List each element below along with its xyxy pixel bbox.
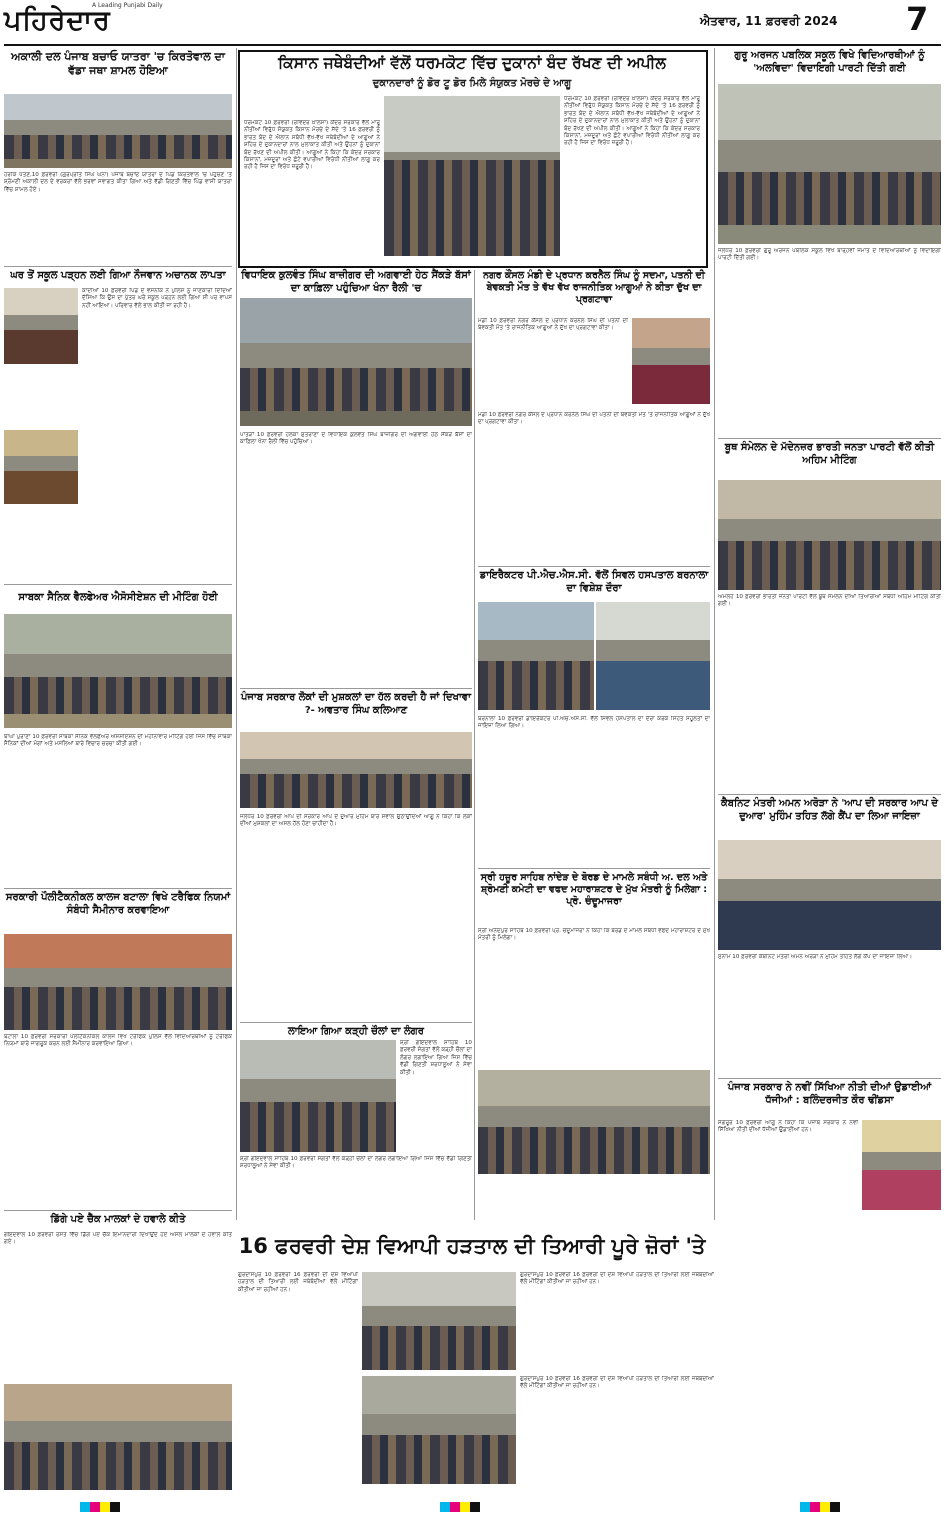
article-body-continued: ਸ਼੍ਰੀ ਗੋਇੰਦਵਾਲ ਸਾਹਿਬ 10 ਫ਼ਰਵਰੀ ਸੰਗਤਾਂ ਵੱਲੋਂ ਕੜ੍ਹੀ ਚੌਲਾਂ ਦਾ ਲੰਗਰ ਲਗਾਇਆ ਗਿਆ ਜਿਸ ਵਿੱਚ ਵੱਡੀ ਗਿਣਤੀ ਸ਼ਰਧਾਲੂਆਂ ਨੇ ਸੇਵਾ ਕੀਤੀ।: [240, 1156, 472, 1170]
column-rule: [236, 48, 237, 1220]
page-number: 7: [906, 0, 929, 38]
headline: ਪੰਜਾਬ ਸਰਕਾਰ ਲੋਕਾਂ ਦੀ ਮੁਸ਼ਕਲਾਂ ਦਾ ਹੱਲ ਕਰਦੀ ਹੈ ਜਾਂ ਦਿਖਾਵਾ ?- ਅਵਤਾਰ ਸਿੰਘ ਕਲਿਆਣ: [240, 692, 471, 716]
article-body: ਬਟਾਲਾ 10 ਫ਼ਰਵਰੀ ਸਰਕਾਰੀ ਪੌਲੀਟੈਕਨੀਕਲ ਕਾਲਜ ਵਿਖੇ ਟਰੈਫਿਕ ਪੁਲਿਸ ਵੱਲੋਂ ਵਿਦਿਆਰਥੀਆਂ ਨੂੰ ਟਰੈਫਿਕ ਨਿਯਮਾਂ ਬਾਰੇ ਜਾਗਰੂਕ ਕਰਨ ਲਈ ਸੈਮੀਨਾਰ ਕਰਵਾਇਆ ਗਿਆ।: [4, 1034, 232, 1048]
photo: [240, 732, 472, 808]
article-body: ਸੁਨਾਮ 10 ਫ਼ਰਵਰੀ ਕੈਬਨਿਟ ਮੰਤਰੀ ਅਮਨ ਅਰੋੜਾ ਨੇ ਮੁਹਿੰਮ ਤਹਿਤ ਲੱਗੇ ਕੈਂਪ ਦਾ ਜਾਇਜ਼ਾ ਲਿਆ।: [718, 954, 913, 960]
article-body: ਬਰਨਾਲਾ 10 ਫ਼ਰਵਰੀ ਡਾਇਰੈਕਟਰ ਪੀ.ਐਚ.ਐਸ.ਸੀ. ਵੱਲੋਂ ਸਿਵਲ ਹਸਪਤਾਲ ਦਾ ਦੌਰਾ ਕਰਕੇ ਸਿਹਤ ਸਹੂਲਤਾਂ ਦਾ ਜਾਇਜ਼ਾ ਲਿਆ ਗਿਆ।: [478, 716, 710, 730]
masthead-tagline: A Leading Punjabi Daily: [92, 2, 163, 9]
lead-subheadline: ਦੁਕਾਨਦਾਰਾਂ ਨੂੰ ਡੋਰ ਟੂ ਡੋਰ ਮਿਲੇ ਸੰਯੁਕਤ ਮੋਰਚੇ ਦੇ ਆਗੂ: [372, 78, 572, 89]
article-body: ਪਾਤੜਾਂ 10 ਫ਼ਰਵਰੀ ਹਲਕਾ ਸ਼ੁਤਰਾਣਾ ਦੇ ਵਿਧਾਇਕ ਕੁਲਵੰਤ ਸਿੰਘ ਬਾਜ਼ੀਗਰ ਦੀ ਅਗਵਾਈ ਹੇਠ ਸੈਂਕੜੇ ਬੱਸਾਂ ਦਾ ਕਾਫ਼ਿਲਾ ਖੰਨਾ ਰੈਲੀ ਵਿੱਚ ਪਹੁੰਚਿਆ।: [240, 432, 472, 446]
rule: [4, 1210, 232, 1211]
photo: [718, 84, 941, 244]
photo: [4, 934, 232, 1030]
article-body: ਜਲੰਧਰ 10 ਫ਼ਰਵਰੀ ਗੁਰੂ ਅਰਜਨ ਪਬਲਿਕ ਸਕੂਲ ਵਿਖੇ ਬਾਰ੍ਹਵੀਂ ਜਮਾਤ ਦੇ ਵਿਦਿਆਰਥੀਆਂ ਨੂੰ ਵਿਦਾਇਗੀ ਪਾਰਟੀ ਦਿੱਤੀ ਗਈ।: [718, 248, 941, 262]
headline: ਕੈਬਨਿਟ ਮੰਤਰੀ ਅਮਨ ਅਰੋੜਾ ਨੇ 'ਆਪ ਦੀ ਸਰਕਾਰ ਆਪ ਦੇ ਦੁਆਰ' ਮੁਹਿੰਮ ਤਹਿਤ ਲੱਗੇ ਕੈਂਪ ਦਾ ਲਿਆ ਜਾਇਜ਼ਾ: [720, 798, 939, 822]
portrait-photo: [4, 430, 78, 504]
photo: [240, 298, 472, 426]
photo: [4, 1384, 232, 1490]
headline: ਡਾਇਰੈਕਟਰ ਪੀ.ਐਚ.ਐਸ.ਸੀ. ਵੱਲੋਂ ਸਿਵਲ ਹਸਪਤਾਲ ਬਰਨਾਲਾ ਦਾ ਵਿਸ਼ੇਸ਼ ਦੌਰਾ: [479, 570, 709, 594]
banner-headline: 16 ਫਰਵਰੀ ਦੇਸ਼ ਵਿਆਪੀ ਹੜਤਾਲ ਦੀ ਤਿਆਰੀ ਪੂਰੇ ਜ਼ੋਰਾਂ 'ਤੇ: [238, 1234, 706, 1258]
rule: [478, 566, 710, 567]
color-registration-bar: [440, 1497, 480, 1507]
photo: [4, 614, 232, 728]
lead-body-continued: ਧਰਮਕੋਟ 10 ਫ਼ਰਵਰੀ (ਰਵਿੰਦਰ ਖ਼ਾਲਸਾ) ਕੇਂਦਰ ਸਰਕਾਰ ਵੱਲੋਂ ਮਾਰੂ ਨੀਤੀਆਂ ਵਿਰੁੱਧ ਸੰਯੁਕਤ ਕਿਸਾਨ ਮੋਰਚੇ ਦੇ ਸੱਦੇ 'ਤੇ 16 ਫ਼ਰਵਰੀ ਨੂੰ ਭਾਰਤ ਬੰਦ ਦੇ ਐਲਾਨ ਸਬੰਧੀ ਵੱਖ-ਵੱਖ ਜਥੇਬੰਦੀਆਂ ਦੇ ਆਗੂਆਂ ਨੇ ਸ਼ਹਿਰ ਦੇ ਦੁਕਾਨਦਾਰਾਂ ਨਾਲ ਮੁਲਾਕਾਤ ਕੀਤੀ ਅਤੇ ਉਹਨਾਂ ਨੂੰ ਦੁਕਾਨਾਂ ਬੰਦ ਰੱਖਣ ਦੀ ਅਪੀਲ ਕੀਤੀ। ਆਗੂਆਂ ਨੇ ਕਿਹਾ ਕਿ ਕੇਂਦਰ ਸਰਕਾਰ ਕਿਸਾਨਾਂ, ਮਜ਼ਦੂਰਾਂ ਅਤੇ ਛੋਟੇ ਵਪਾਰੀਆਂ ਵਿਰੋਧੀ ਨੀਤੀਆਂ ਲਾਗੂ ਕਰ ਰਹੀ ਹੈ ਜਿਸ ਦਾ ਵਿਰੋਧ ਜ਼ਰੂਰੀ ਹੈ।: [564, 96, 700, 147]
photo: [362, 1376, 516, 1484]
article-body: ਸੰਗਰੂਰ 10 ਫ਼ਰਵਰੀ ਆਗੂ ਨੇ ਕਿਹਾ ਕਿ ਪੰਜਾਬ ਸਰਕਾਰ ਨੇ ਨਵੀਂ ਸਿੱਖਿਆ ਨੀਤੀ ਦੀਆਂ ਧੱਜੀਆਂ ਉਡਾਈਆਂ ਹਨ।: [718, 1120, 858, 1134]
photo: [718, 480, 941, 590]
lead-headline: ਕਿਸਾਨ ਜਥੇਬੰਦੀਆਂ ਵੱਲੋਂ ਧਰਮਕੋਟ ਵਿੱਚ ਦੁਕਾਨਾਂ ਬੰਦ ਰੱਖਣ ਦੀ ਅਪੀਲ: [278, 54, 666, 72]
headline: ਸਰਕਾਰੀ ਪੌਲੀਟੈਕਨੀਕਲ ਕਾਲਜ ਬਟਾਲਾ ਵਿਖੇ ਟਰੈਫਿਕ ਨਿਯਮਾਂ ਸੰਬੰਧੀ ਸੈਮੀਨਾਰ ਕਰਵਾਇਆ: [5, 892, 231, 916]
headline: ਨਗਰ ਕੌਂਸਲ ਮੰਡੀ ਦੇ ਪ੍ਰਧਾਨ ਕਰਨੈਲ ਸਿੰਘ ਨੂੰ ਸਦਮਾ, ਪਤਨੀ ਦੀ ਬੇਵਕਤੀ ਮੌਤ ਤੇ ਵੱਖ ਵੱਖ ਰਾਜਨੀਤਿਕ ਆਗੂਆਂ ਨੇ ਕੀਤਾ ਦੁੱਖ ਦਾ ਪ੍ਰਗਟਾਵਾ: [483, 270, 705, 305]
photo: [240, 1040, 396, 1152]
lead-photo: [384, 96, 560, 256]
masthead-logo: ਪਹਿਰੇਦਾਰ: [4, 5, 111, 36]
headline: ਪੰਜਾਬ ਸਰਕਾਰ ਨੇ ਨਵੀਂ ਸਿੱਖਿਆ ਨੀਤੀ ਦੀਆਂ ਉਡਾਈਆਂ ਧੱਜੀਆਂ : ਬਲਿੰਦਰਜੀਤ ਕੌਰ ਢੀਂਡਸਾ: [727, 1082, 932, 1106]
column-rule: [714, 48, 715, 1220]
portrait-photo: [4, 288, 78, 364]
photo: [596, 602, 710, 710]
lead-body: ਧਰਮਕੋਟ 10 ਫ਼ਰਵਰੀ (ਰਵਿੰਦਰ ਖ਼ਾਲਸਾ) ਕੇਂਦਰ ਸਰਕਾਰ ਵੱਲੋਂ ਮਾਰੂ ਨੀਤੀਆਂ ਵਿਰੁੱਧ ਸੰਯੁਕਤ ਕਿਸਾਨ ਮੋਰਚੇ ਦੇ ਸੱਦੇ 'ਤੇ 16 ਫ਼ਰਵਰੀ ਨੂੰ ਭਾਰਤ ਬੰਦ ਦੇ ਐਲਾਨ ਸਬੰਧੀ ਵੱਖ-ਵੱਖ ਜਥੇਬੰਦੀਆਂ ਦੇ ਆਗੂਆਂ ਨੇ ਸ਼ਹਿਰ ਦੇ ਦੁਕਾਨਦਾਰਾਂ ਨਾਲ ਮੁਲਾਕਾਤ ਕੀਤੀ ਅਤੇ ਉਹਨਾਂ ਨੂੰ ਦੁਕਾਨਾਂ ਬੰਦ ਰੱਖਣ ਦੀ ਅਪੀਲ ਕੀਤੀ। ਆਗੂਆਂ ਨੇ ਕਿਹਾ ਕਿ ਕੇਂਦਰ ਸਰਕਾਰ ਕਿਸਾਨਾਂ, ਮਜ਼ਦੂਰਾਂ ਅਤੇ ਛੋਟੇ ਵਪਾਰੀਆਂ ਵਿਰੋਧੀ ਨੀਤੀਆਂ ਲਾਗੂ ਕਰ ਰਹੀ ਹੈ ਜਿਸ ਦਾ ਵਿਰੋਧ ਜ਼ਰੂਰੀ ਹੈ।: [244, 120, 380, 171]
headline: ਡਿੱਗੇ ਪਏ ਚੈੱਕ ਮਾਲਕਾਂ ਦੇ ਹਵਾਲੇ ਕੀਤੇ: [50, 1214, 186, 1225]
headline: ਬੂਥ ਸੰਮੇਲਨ ਦੇ ਮੱਦੇਨਜ਼ਰ ਭਾਰਤੀ ਜਨਤਾ ਪਾਰਟੀ ਵੱਲੋਂ ਕੀਤੀ ਅਹਿਮ ਮੀਟਿੰਗ: [724, 442, 935, 466]
headline: ਗੁਰੂ ਅਰਜਨ ਪਬਲਿਕ ਸਕੂਲ ਵਿਖੇ ਵਿਦਿਆਰਥੀਆਂ ਨੂੰ 'ਅਲਵਿਦਾ' ਵਿਦਾਇਗੀ ਪਾਰਟੀ ਦਿੱਤੀ ਗਈ: [734, 50, 925, 74]
headline: ਵਿਧਾਇਕ ਕੁਲਵੰਤ ਸਿੰਘ ਬਾਜ਼ੀਗਰ ਦੀ ਅਗਵਾਈ ਹੇਠ ਸੈਂਕੜੇ ਬੱਸਾਂ ਦਾ ਕਾਫ਼ਿਲਾ ਪਹੁੰਚਿਆ ਖੰਨਾ ਰੈਲੀ 'ਚ: [241, 270, 471, 294]
color-registration-bar: [800, 1497, 840, 1507]
photo: [362, 1272, 516, 1370]
article-body: ਸ੍ਰੀ ਅਨੰਦਪੁਰ ਸਾਹਿਬ 10 ਫ਼ਰਵਰੀ ਪ੍ਰੋ. ਚੰਦੂਮਾਜਰਾ ਨੇ ਕਿਹਾ ਕਿ ਬੋਰਡ ਦੇ ਮਾਮਲੇ ਸਬੰਧੀ ਵਫਦ ਮਹਾਰਾਸ਼ਟਰ ਦੇ ਮੁੱਖ ਮੰਤਰੀ ਨੂੰ ਮਿਲੇਗਾ।: [478, 928, 710, 942]
rule: [718, 438, 941, 439]
article-body: ਜਲੰਧਰ 10 ਫ਼ਰਵਰੀ ਆਪ ਦੀ ਸਰਕਾਰ ਆਪ ਦੇ ਦੁਆਰ ਮੁਹਿੰਮ ਬਾਰੇ ਸਵਾਲ ਉਠਾਉਂਦਿਆਂ ਆਗੂ ਨੇ ਕਿਹਾ ਕਿ ਲੋਕਾਂ ਦੀਆਂ ਮੁਸ਼ਕਲਾਂ ਦਾ ਅਸਲ ਹੱਲ ਹੋਣਾ ਚਾਹੀਦਾ ਹੈ।: [240, 814, 472, 828]
dateline: ਐਤਵਾਰ, 11 ਫ਼ਰਵਰੀ 2024: [700, 14, 838, 28]
headline: ਸਾਬਕਾ ਸੈਨਿਕ ਵੈਲਫੇਅਰ ਐਸੋਸੀਏਸ਼ਨ ਦੀ ਮੀਟਿੰਗ ਹੋਈ: [18, 592, 218, 603]
article-body-continued: ਗੁਰਦਾਸਪੁਰ 10 ਫ਼ਰਵਰੀ 16 ਫ਼ਰਵਰੀ ਦੀ ਦੇਸ਼ ਵਿਆਪੀ ਹੜਤਾਲ ਦੀ ਤਿਆਰੀ ਲਈ ਜਥੇਬੰਦੀਆਂ ਵੱਲੋਂ ਮੀਟਿੰਗਾਂ ਕੀਤੀਆਂ ਜਾ ਰਹੀਆਂ ਹਨ।: [520, 1272, 714, 1286]
photo: [478, 602, 594, 710]
headline: ਘਰ ਤੋਂ ਸਕੂਲ ਪੜ੍ਹਨ ਲਈ ਗਿਆ ਨੌਜਵਾਨ ਅਚਾਨਕ ਲਾਪਤਾ: [10, 270, 226, 281]
masthead-rule: [4, 44, 941, 46]
column-rule: [474, 270, 475, 1220]
photo: [4, 94, 232, 168]
article-body: ਕਾਦੀਆਂ 10 ਫ਼ਰਵਰੀ ਪਿੰਡ ਦੇ ਵਸਨੀਕ ਨੇ ਪੁਲਿਸ ਨੂੰ ਜਾਣਕਾਰੀ ਦਿੰਦਿਆਂ ਦੱਸਿਆ ਕਿ ਉਸ ਦਾ ਪੁੱਤਰ ਘਰੋਂ ਸਕੂਲ ਪੜ੍ਹਨ ਲਈ ਗਿਆ ਸੀ ਪਰ ਵਾਪਸ ਨਹੀਂ ਆਇਆ। ਪਰਿਵਾਰ ਵੱਲੋਂ ਭਾਲ ਕੀਤੀ ਜਾ ਰਹੀ ਹੈ।: [82, 288, 232, 309]
headline: ਸ੍ਰੀ ਹਜ਼ੂਰ ਸਾਹਿਬ ਨਾਂਦੇੜ ਦੇ ਬੋਰਡ ਦੇ ਮਾਮਲੇ ਸਬੰਧੀ ਅ. ਦਲ ਅਤੇ ਸ਼੍ਰੋਮਣੀ ਕਮੇਟੀ ਦਾ ਵਫਦ ਮਹਾਰਾਸ਼ਟਰ ਦੇ ਮੁੱਖ ਮੰਤਰੀ ਨੂੰ ਮਿਲੇਗਾ : ਪ੍ਰੋ. ਚੰਦੂਮਾਜਰਾ: [480, 872, 708, 907]
article-body-continued: ਗੁਰਦਾਸਪੁਰ 10 ਫ਼ਰਵਰੀ 16 ਫ਼ਰਵਰੀ ਦੀ ਦੇਸ਼ ਵਿਆਪੀ ਹੜਤਾਲ ਦੀ ਤਿਆਰੀ ਲਈ ਜਥੇਬੰਦੀਆਂ ਵੱਲੋਂ ਮੀਟਿੰਗਾਂ ਕੀਤੀਆਂ ਜਾ ਰਹੀਆਂ ਹਨ।: [520, 1376, 714, 1390]
rule: [478, 868, 710, 869]
rule: [4, 584, 232, 585]
color-registration-bar: [80, 1497, 120, 1507]
rule: [240, 688, 472, 689]
rule: [4, 888, 232, 889]
rule: [240, 1022, 472, 1023]
article-body: ਅਮਲੋਹ 10 ਫ਼ਰਵਰੀ ਭਾਰਤੀ ਜਨਤਾ ਪਾਰਟੀ ਵੱਲੋਂ ਬੂਥ ਸੰਮੇਲਨ ਦੀਆਂ ਤਿਆਰੀਆਂ ਸਬੰਧੀ ਅਹਿਮ ਮੀਟਿੰਗ ਕੀਤੀ ਗਈ।: [718, 594, 941, 608]
article-body: ਗੋਇੰਦਵਾਲ 10 ਫ਼ਰਵਰੀ ਰਸਤੇ ਵਿੱਚ ਡਿੱਗੇ ਪਏ ਚੈੱਕ ਇਮਾਨਦਾਰੀ ਦਿਖਾਉਂਦੇ ਹੋਏ ਅਸਲ ਮਾਲਕਾਂ ਦੇ ਹਵਾਲੇ ਕੀਤੇ ਗਏ।: [4, 1232, 232, 1246]
article-body-continued: ਮੰਡੀ 10 ਫ਼ਰਵਰੀ ਨਗਰ ਕੌਂਸਲ ਦੇ ਪ੍ਰਧਾਨ ਕਰਨੈਲ ਸਿੰਘ ਦੀ ਪਤਨੀ ਦੀ ਬੇਵਕਤੀ ਮੌਤ 'ਤੇ ਰਾਜਨੀਤਿਕ ਆਗੂਆਂ ਨੇ ਦੁੱਖ ਦਾ ਪ੍ਰਗਟਾਵਾ ਕੀਤਾ।: [478, 412, 710, 426]
article-body: ਗੁਰਦਾਸਪੁਰ 10 ਫ਼ਰਵਰੀ 16 ਫ਼ਰਵਰੀ ਦੀ ਦੇਸ਼ ਵਿਆਪੀ ਹੜਤਾਲ ਦੀ ਤਿਆਰੀ ਲਈ ਜਥੇਬੰਦੀਆਂ ਵੱਲੋਂ ਮੀਟਿੰਗਾਂ ਕੀਤੀਆਂ ਜਾ ਰਹੀਆਂ ਹਨ।: [238, 1272, 358, 1293]
article-body: ਬਾਘਾ ਪੁਰਾਣਾ 10 ਫ਼ਰਵਰੀ ਸਾਬਕਾ ਸੈਨਿਕ ਵੈਲਫੇਅਰ ਐਸੋਸੀਏਸ਼ਨ ਦੀ ਮਹੀਨਾਵਾਰ ਮੀਟਿੰਗ ਹੋਈ ਜਿਸ ਵਿੱਚ ਸਾਬਕਾ ਸੈਨਿਕਾਂ ਦੀਆਂ ਮੰਗਾਂ ਅਤੇ ਮਸਲਿਆਂ ਬਾਰੇ ਵਿਚਾਰ ਚਰਚਾ ਕੀਤੀ ਗਈ।: [4, 734, 232, 748]
photo: [718, 840, 941, 950]
rule: [4, 266, 232, 267]
article-body: ਹਰੀਕੇ ਪੱਤਣ,10 ਫ਼ਰਵਰੀ (ਗੁਰਪ੍ਰੀਤ ਸਿੰਘ ਘੋਨਾ) ਪੰਜਾਬ ਬਚਾਓ ਯਾਤਰਾ ਦੇ ਪਿੰਡ ਕਿਰਤੋਵਾਲ 'ਚ ਪਹੁੰਚਣ 'ਤੇ ਸ਼੍ਰੋਮਣੀ ਅਕਾਲੀ ਦਲ ਦੇ ਵਰਕਰਾਂ ਵੱਲੋਂ ਭਰਵਾਂ ਸਵਾਗਤ ਕੀਤਾ ਗਿਆ ਅਤੇ ਵੱਡੀ ਗਿਣਤੀ ਵਿੱਚ ਪਿੰਡ ਵਾਸੀ ਯਾਤਰਾ ਵਿੱਚ ਸ਼ਾਮਲ ਹੋਏ।: [4, 172, 232, 193]
rule: [718, 794, 941, 795]
portrait-photo: [862, 1120, 941, 1210]
article-body: ਮੰਡੀ 10 ਫ਼ਰਵਰੀ ਨਗਰ ਕੌਂਸਲ ਦੇ ਪ੍ਰਧਾਨ ਕਰਨੈਲ ਸਿੰਘ ਦੀ ਪਤਨੀ ਦੀ ਬੇਵਕਤੀ ਮੌਤ 'ਤੇ ਰਾਜਨੀਤਿਕ ਆਗੂਆਂ ਨੇ ਦੁੱਖ ਦਾ ਪ੍ਰਗਟਾਵਾ ਕੀਤਾ।: [478, 318, 628, 332]
headline: ਲਾਇਆ ਗਿਆ ਕੜ੍ਹੀ ਚੌਲਾਂ ਦਾ ਲੰਗਰ: [288, 1026, 424, 1037]
rule: [718, 1078, 941, 1079]
photo: [478, 1070, 710, 1174]
article-body: ਸ਼੍ਰੀ ਗੋਇੰਦਵਾਲ ਸਾਹਿਬ 10 ਫ਼ਰਵਰੀ ਸੰਗਤਾਂ ਵੱਲੋਂ ਕੜ੍ਹੀ ਚੌਲਾਂ ਦਾ ਲੰਗਰ ਲਗਾਇਆ ਗਿਆ ਜਿਸ ਵਿੱਚ ਵੱਡੀ ਗਿਣਤੀ ਸ਼ਰਧਾਲੂਆਂ ਨੇ ਸੇਵਾ ਕੀਤੀ।: [400, 1040, 472, 1076]
portrait-photo: [632, 318, 710, 404]
headline: ਅਕਾਲੀ ਦਲ ਪੰਜਾਬ ਬਚਾਓ ਯਾਤਰਾ 'ਚ ਕਿਰਤੋਵਾਲ ਦਾ ਵੱਡਾ ਜਥਾ ਸ਼ਾਮਲ ਹੋਇਆ: [11, 50, 225, 77]
